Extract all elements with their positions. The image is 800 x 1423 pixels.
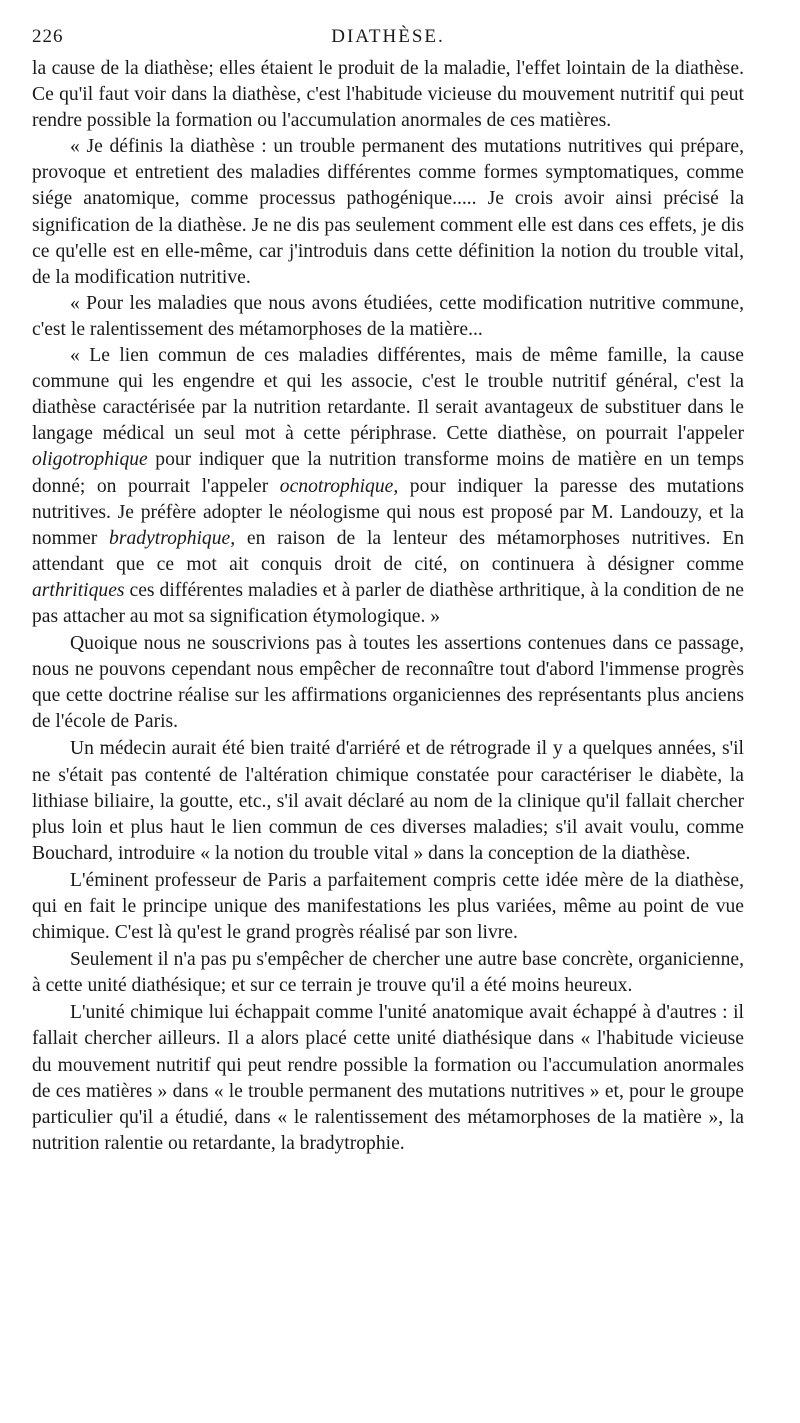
paragraph-seulement: Seulement il n'a pas pu s'empêcher de chercher une autre base concrète, organicienne, à cette unité diathésique; et sur ce terrain je trouve qu'il a été moins heureux. — [32, 949, 744, 997]
paragraph-professeur: L'éminent professeur de Paris a parfaitement compris cette idée mère de la diathèse, qui en fait le principe unique des manifestations les plus variées, même au point de vue chimique. C'est là qu'est le grand progrès réalisé par son livre. — [32, 869, 744, 944]
italic-term: oligotrophique — [32, 449, 148, 471]
text-run: pour indiquer la paresse des mutations nutritives. Je préfère adopter le néologisme qui nous est proposé par M. Landouzy, et la nommer — [32, 475, 744, 549]
paragraph-unite-chimique: L'unité chimique lui échappait comme l'unité anatomique avait échappé à d'autres : il fallait chercher ailleurs. Il a alors placé cette unité diathésique dans « l'habitude vicieuse du mouvement nutritif qui peut rendre possible la formation ou l'accumulation anormales de ces matières » dans « le trouble permanent des mutations nutritives » et, pour le groupe particulier qu'il a étudié, dans « le ralentissement des métamorphoses de la matière », la nutrition ralentie ou retardante, la bradytrophie. — [32, 1002, 744, 1154]
italic-term: ocnotrophique, — [279, 475, 399, 497]
page-header — [32, 26, 744, 56]
text-run: en raison de la lenteur des métamorphoses nutritives. En attendant que ce mot ait conquis droit de cité, on continuera à désigner comme — [32, 527, 744, 575]
running-head: DIATHÈSE. — [331, 26, 445, 47]
italic-term: bradytrophique, — [109, 527, 236, 549]
text-run: ces différentes maladies et à parler de diathèse arthritique, à la condition de ne pas attacher au mot sa signification étymologique. » — [32, 579, 744, 627]
body-text — [32, 56, 744, 1157]
paragraph-quote-lien-commun — [32, 343, 744, 630]
paragraph-quote-definition: « Je définis la diathèse : un trouble permanent des mutations nutritives qui prépare, provoque et entretient des maladies différentes comme formes symptomatiques, comme siége anatomique, comme processus pathogénique..... Je crois avoir ainsi précisé la signification de la diathèse. Je ne dis pas seulement comment elle est dans ces effets, je dis ce qu'elle est en elle-même, car j'introduis dans cette définition la notion du trouble vital, de la modification nutritive. — [32, 136, 744, 288]
page-number: 226 — [32, 26, 64, 47]
italic-term: arthritiques — [32, 579, 125, 601]
book-page — [32, 26, 744, 1157]
paragraph-commentary: Quoique nous ne souscrivions pas à toutes les assertions contenues dans ce passage, nous ne pouvons cependant nous empêcher de reconnaître tout d'abord l'immense progrès que cette doctrine réalise sur les affirmations organiciennes des représentants plus anciens de l'école de Paris. — [32, 633, 744, 733]
paragraph-quote-ralentissement: « Pour les maladies que nous avons étudiées, cette modification nutritive commune, c'est le ralentissement des métamorphoses de la matière... — [32, 292, 744, 340]
text-run: « Le lien commun de ces maladies différentes, mais de même famille, la cause commune qui les engendre et qui les associe, c'est le trouble nutritif général, c'est la diathèse caractérisée par la nutrition retardante. Il serait avantageux de substituer dans le langage médical un seul mot à cette périphrase. Cette diathèse, on pourrait l'appeler — [32, 345, 744, 445]
paragraph-medecin: Un médecin aurait été bien traité d'arriéré et de rétrograde il y a quelques années, s'il ne s'était pas contenté de l'altération chimique constatée pour caractériser le diabète, la lithiase biliaire, la goutte, etc., s'il avait déclaré au nom de la clinique qu'il fallait chercher plus loin et plus haut le lien commun de ces diverses maladies; s'il avait voulu, comme Bouchard, introduire « la notion du trouble vital » dans la conception de la diathèse. — [32, 738, 744, 864]
text-run: pour indiquer que la nutrition transforme moins de matière en un temps donné; on pourrait l'appeler — [32, 449, 744, 497]
paragraph-continuation: la cause de la diathèse; elles étaient le produit de la maladie, l'effet lointain de la diathèse. Ce qu'il faut voir dans la diathèse, c'est l'habitude vicieuse du mouvement nutritif qui peut rendre possible la formation ou l'accumulation anormales de ces matières. — [32, 58, 744, 132]
